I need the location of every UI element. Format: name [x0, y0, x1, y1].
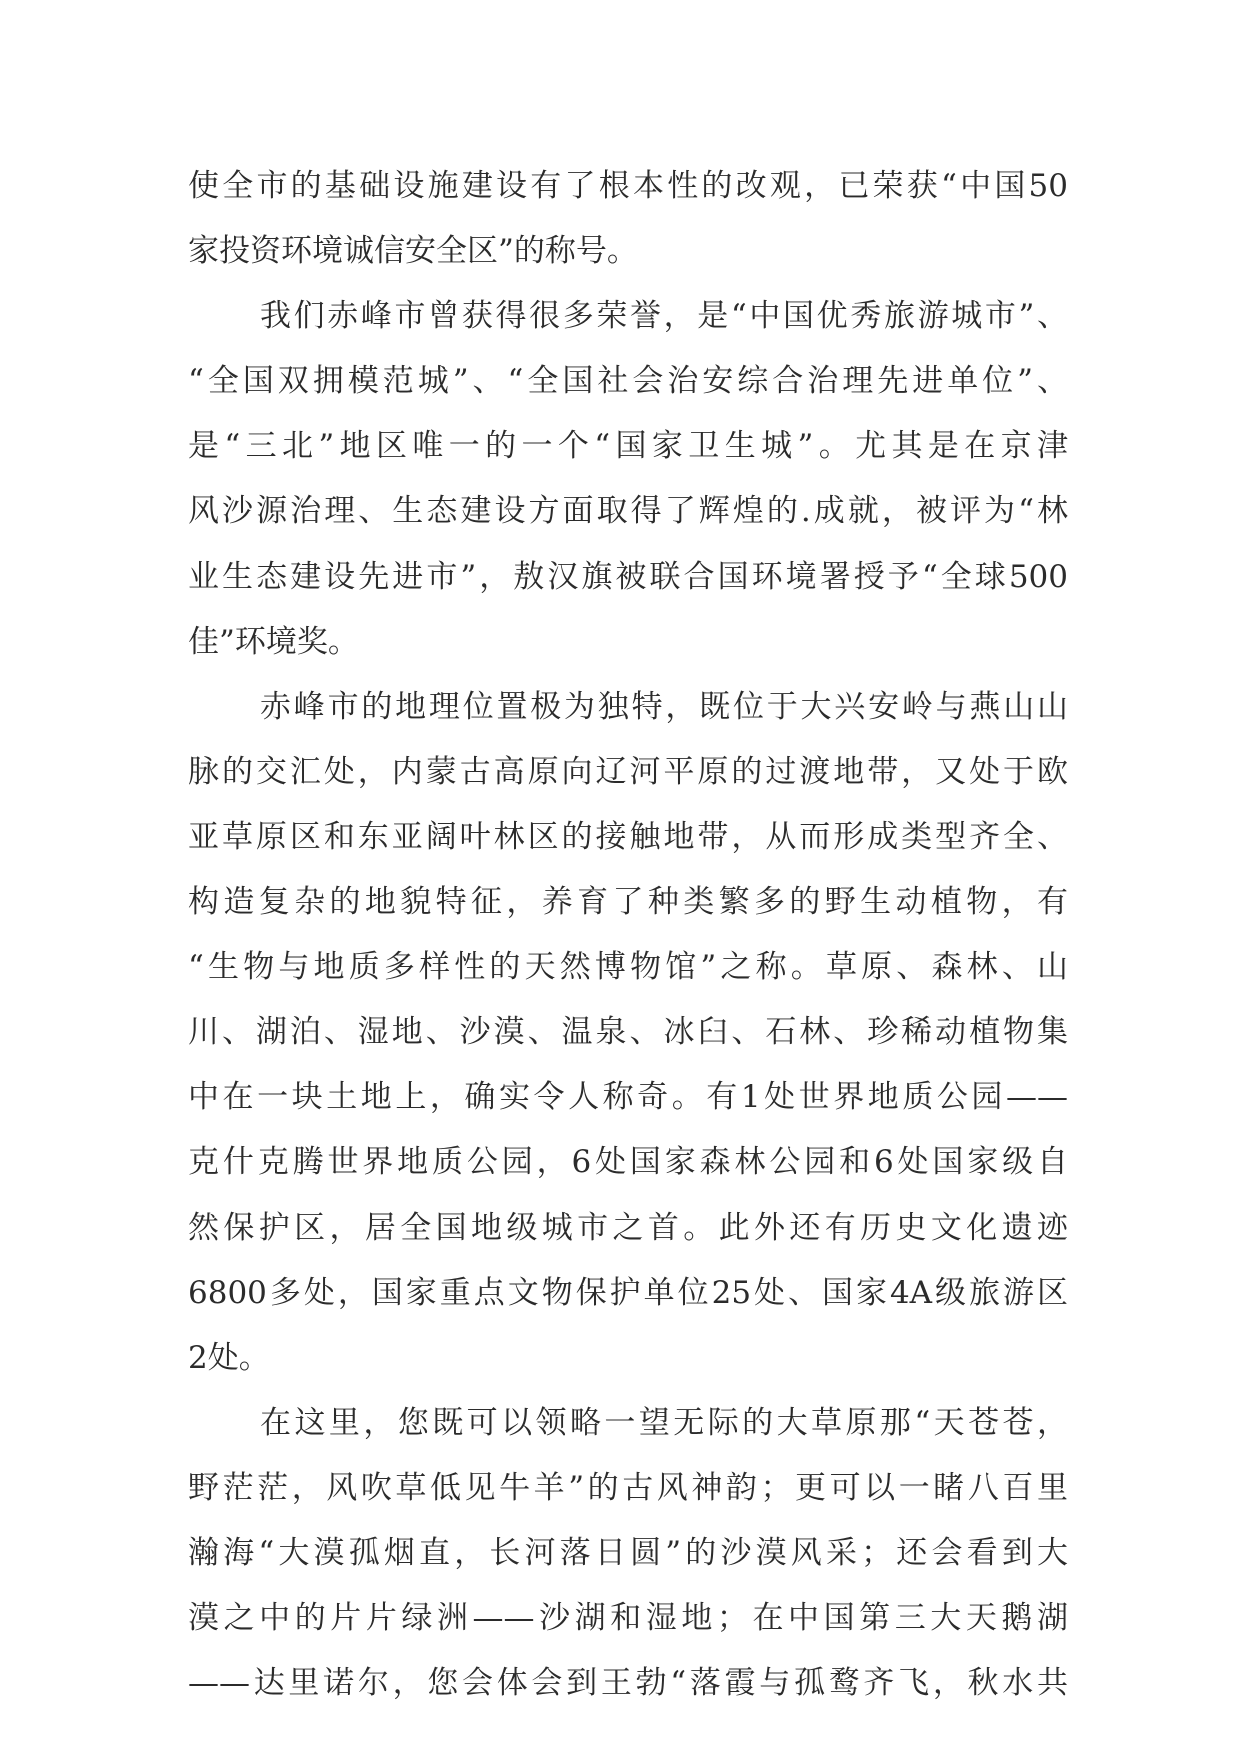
text-line: 2处。 — [188, 1339, 270, 1376]
text-line: 构造复杂的地貌特征，养育了种类繁多的野生动植物，有 — [188, 884, 1068, 921]
text-line: 使全市的基础设施建设有了根本性的改观，已荣获“中国50 — [188, 168, 1068, 204]
text-line: 川、湖泊、湿地、沙漠、温泉、冰臼、石林、珍稀动植物集 — [188, 1014, 1068, 1051]
text-line: 克什克腾世界地质公园，6处国家森林公园和6处国家级自 — [188, 1144, 1068, 1181]
text-line: “全国双拥模范城”、“全国社会治安综合治理先进单位”、 — [188, 363, 1068, 400]
text-line: 亚草原区和东亚阔叶林区的接触地带，从而形成类型齐全、 — [188, 818, 1068, 855]
text-line: 业生态建设先进市”，敖汉旗被联合国环境署授予“全球500 — [188, 558, 1068, 595]
paragraph-2 — [188, 284, 1068, 675]
text-line: 6800多处，国家重点文物保护单位25处、国家4A级旅游区 — [188, 1274, 1068, 1311]
text-line: ——达里诺尔，您会体会到王勃“落霞与孤鹜齐飞，秋水共 — [188, 1665, 1068, 1702]
text-line: 是“三北”地区唯一的一个“国家卫生城”。尤其是在京津 — [188, 428, 1068, 465]
text-line: 中在一块土地上，确实令人称奇。有1处世界地质公园—— — [188, 1079, 1068, 1116]
paragraph-3 — [188, 675, 1068, 1391]
text-line: “生物与地质多样性的天然博物馆”之称。草原、森林、山 — [188, 949, 1068, 986]
text-line: 佳”环境奖。 — [188, 623, 359, 660]
paragraph-4 — [188, 1391, 1068, 1716]
text-line: 瀚海“大漠孤烟直，长河落日圆”的沙漠风采；还会看到大 — [188, 1534, 1068, 1571]
text-line: 我们赤峰市曾获得很多荣誉，是“中国优秀旅游城市”、 — [260, 298, 1068, 335]
text-line: 野茫茫，风吹草低见牛羊”的古风神韵；更可以一睹八百里 — [188, 1469, 1068, 1506]
text-line: 在这里，您既可以领略一望无际的大草原那“天苍苍， — [260, 1404, 1068, 1441]
text-line: 然保护区，居全国地级城市之首。此外还有历史文化遗迹 — [188, 1209, 1068, 1246]
text-line: 脉的交汇处，内蒙古高原向辽河平原的过渡地带，又处于欧 — [188, 753, 1068, 790]
body-text — [188, 154, 1068, 1716]
paragraph-1 — [188, 154, 1068, 284]
text-line: 风沙源治理、生态建设方面取得了辉煌的.成就，被评为“林 — [188, 493, 1068, 530]
text-line: 家投资环境诚信安全区”的称号。 — [188, 233, 638, 270]
text-line: 漠之中的片片绿洲——沙湖和湿地；在中国第三大天鹅湖 — [188, 1600, 1068, 1637]
text-line: 赤峰市的地理位置极为独特，既位于大兴安岭与燕山山 — [260, 688, 1068, 725]
